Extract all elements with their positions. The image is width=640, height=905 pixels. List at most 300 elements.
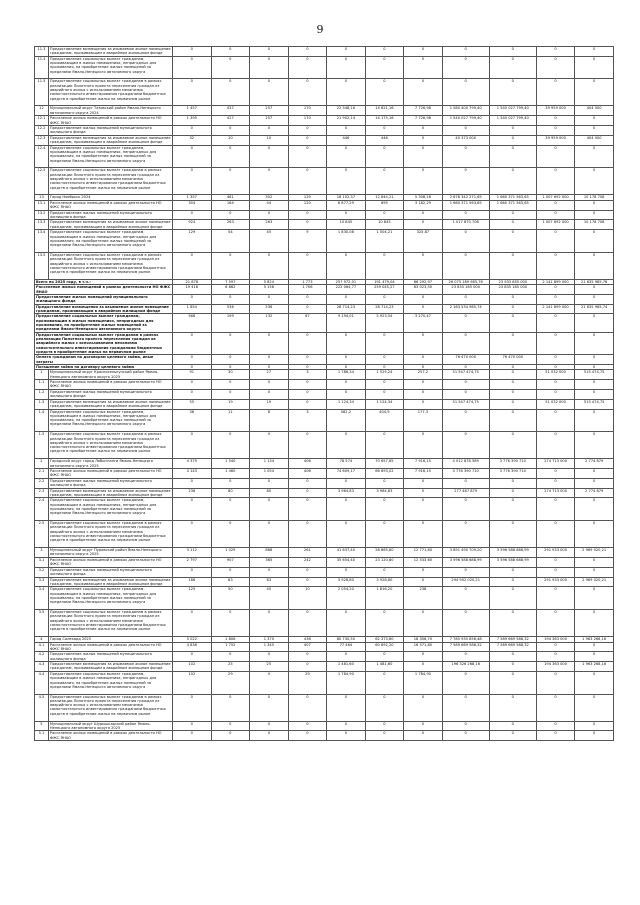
value-cell: 120 <box>288 200 327 210</box>
value-cell: 0 <box>404 168 443 195</box>
description-cell: Предоставление социальных выплат гражданам в рамках реализации Пилотного проекта переселения граждан из аварийного жилья с использованием механизма самостоятельного инвестирования гражданами бюджетных средств в приобретение жилья на первичном рынке <box>48 252 172 279</box>
value-cell: 194 363 000 <box>536 662 575 672</box>
value-cell: 11 <box>211 409 250 432</box>
value-cell: 0 <box>536 145 575 168</box>
value-cell: 0 <box>365 56 404 79</box>
value-cell: 0 <box>536 56 575 79</box>
value-cell: 2 054,20 <box>327 587 366 610</box>
value-cell: 8 <box>250 409 289 432</box>
value-cell: 0 <box>365 498 404 521</box>
value-cell: 0 <box>489 432 536 459</box>
value-cell: 0 <box>442 731 489 741</box>
value-cell: 4 012 878 589 <box>442 459 489 469</box>
row-number-cell: 2 <box>35 459 49 469</box>
value-cell: 0 <box>536 285 575 295</box>
value-cell: 0 <box>575 409 614 432</box>
value-cell: 0 <box>211 252 250 279</box>
value-cell: 1 460 <box>211 469 250 479</box>
value-cell: 0 <box>365 210 404 220</box>
description-cell: Расселение жилых помещений в рамках деятельности НО ФЖС ЯНАО <box>48 380 172 390</box>
value-cell: 67 <box>288 314 327 332</box>
value-cell: 0 <box>250 332 289 355</box>
description-cell: Предоставление социальных выплат гражданам в рамках реализации Пилотного проекта переселения граждан из аварийного жилья с использованием механизма самостоятельного инвестирования гражданами бюджетных средств в приобретение жилья на первичном рынке <box>48 694 172 721</box>
value-cell: 274 713 000 <box>536 459 575 469</box>
value-cell: 27 <box>250 370 289 380</box>
value-cell: 0 <box>404 521 443 548</box>
value-cell: 0 <box>404 389 443 399</box>
value-cell: 0 <box>173 652 212 662</box>
value-cell: 1 752 <box>211 642 250 652</box>
summary-row <box>35 285 614 295</box>
value-cell: 0 <box>250 389 289 399</box>
value-cell: 51 547 474,75 <box>442 370 489 380</box>
description-cell: Предоставление социальных выплат гражданам в рамках реализации Пилотного проекта переселения граждан из аварийного жилья с использованием механизма самостоятельного инвестирования гражданами бюджетных средств в приобретение жилья на первичном рынке <box>48 168 172 195</box>
value-cell: 3 928,80 <box>327 577 366 587</box>
value-cell: 76 470 000 <box>442 355 489 365</box>
value-cell: 0 <box>404 488 443 498</box>
value-cell: 0 <box>575 364 614 370</box>
value-cell: 0 <box>288 577 327 587</box>
value-cell: 0 <box>365 79 404 106</box>
table-row <box>35 478 614 488</box>
value-cell: 1 345 <box>250 642 289 652</box>
value-cell: 186 <box>173 577 212 587</box>
value-cell: 0 <box>288 220 327 230</box>
page-number: 9 <box>316 23 324 36</box>
description-cell: Предоставление жилых помещений муниципального жилищного фонда <box>48 389 172 399</box>
value-cell: 0 <box>250 168 289 195</box>
value-cell: 0 <box>288 380 327 390</box>
description-cell: Расселение жилых помещений в рамках деятельности НО ФЖС ЯНАО <box>48 200 172 210</box>
row-number-cell: 12.5 <box>35 168 49 195</box>
value-cell: 0 <box>489 168 536 195</box>
value-cell: 0 <box>489 662 536 672</box>
table-row <box>35 610 614 637</box>
table-row <box>35 252 614 279</box>
value-cell: 325,87 <box>404 230 443 253</box>
value-cell: 0 <box>173 389 212 399</box>
value-cell: 0 <box>536 721 575 731</box>
value-cell: 0 <box>327 567 366 577</box>
value-cell: 0 <box>365 521 404 548</box>
value-cell: 0 <box>442 409 489 432</box>
value-cell: 0 <box>365 721 404 731</box>
value-cell: 436 <box>288 637 327 643</box>
value-cell: 0 <box>250 721 289 731</box>
description-cell: Предоставление возмещения за изымаемое жилое помещение гражданам, проживающим в аварийном жилищном фонде <box>49 220 171 229</box>
value-cell: 3 928,80 <box>365 577 404 587</box>
table-row <box>35 488 614 498</box>
value-cell: 0 <box>575 731 614 741</box>
value-cell: 0 <box>536 47 575 57</box>
value-cell: 404,9 <box>365 409 404 432</box>
value-cell: 0 <box>404 220 443 230</box>
table-row <box>35 47 614 57</box>
value-cell: 0 <box>211 145 250 168</box>
value-cell: 0 <box>173 731 212 741</box>
value-cell: 4 379 <box>173 459 212 469</box>
value-cell: 0 <box>536 252 575 279</box>
value-cell: 12 844,21 <box>365 195 404 201</box>
value-cell: 2 141 899 000 <box>536 304 575 314</box>
table-row <box>35 56 614 79</box>
value-cell: 695 <box>365 200 404 210</box>
value-cell: 0 <box>575 285 614 295</box>
value-cell: 91 <box>173 370 212 380</box>
summary-row <box>35 314 614 332</box>
value-cell: 0 <box>442 380 489 390</box>
value-cell: 0 <box>489 409 536 432</box>
value-cell: 0 <box>327 79 366 106</box>
row-number-cell: 3.4 <box>35 587 49 610</box>
value-cell: 0 <box>404 252 443 279</box>
value-cell: 582,2 <box>327 409 366 432</box>
value-cell: 1 786,34 <box>327 370 366 380</box>
value-cell: 0 <box>489 56 536 79</box>
row-number-cell: 4.4 <box>35 671 49 694</box>
value-cell: 0 <box>536 694 575 721</box>
value-cell: 0 <box>211 79 250 106</box>
value-cell: 29 <box>211 671 250 694</box>
value-cell: 0 <box>442 652 489 662</box>
value-cell: 0 <box>536 610 575 637</box>
value-cell: 0 <box>173 521 212 548</box>
value-cell: 0 <box>173 47 212 57</box>
summary-label-cell: Всего по 2025 году, в т.ч.: <box>35 279 173 285</box>
value-cell: 0 <box>489 145 536 168</box>
table-row <box>35 116 614 126</box>
value-cell: 0 <box>365 332 404 355</box>
value-cell: 0 <box>211 355 250 365</box>
value-cell: 0 <box>489 731 536 741</box>
row-number-cell: 12.4 <box>35 145 49 168</box>
value-cell: 10 <box>250 135 289 145</box>
table-row <box>35 694 614 721</box>
value-cell: 3 776 390 710 <box>489 469 536 479</box>
value-cell: 0 <box>288 731 327 741</box>
value-cell: 446 <box>327 135 366 145</box>
value-cell: 0 <box>211 721 250 731</box>
value-cell: 0 <box>442 721 489 731</box>
value-cell: 0 <box>575 210 614 220</box>
value-cell: 437 <box>211 106 250 116</box>
value-cell: 0 <box>327 332 366 355</box>
table-row <box>35 459 614 469</box>
value-cell: 3 182,29 <box>404 200 443 210</box>
value-cell: 1 806 <box>211 637 250 643</box>
value-cell: 0 <box>575 557 614 567</box>
row-number-cell: 5.1 <box>35 731 49 741</box>
value-cell: 0 <box>575 332 614 355</box>
description-cell: Предоставление жилых помещений муниципального жилищного фонда <box>48 210 172 220</box>
value-cell: 0 <box>365 652 404 662</box>
value-cell: 0 <box>288 521 327 548</box>
value-cell: 0 <box>489 567 536 577</box>
value-cell: 0 <box>365 252 404 279</box>
value-cell: 0 <box>365 694 404 721</box>
row-number-cell: 11.3 <box>35 47 49 57</box>
row-number-cell: 3.1 <box>35 557 49 567</box>
row-number-cell: 4.1 <box>35 642 49 652</box>
value-cell: 0 <box>365 610 404 637</box>
value-cell: 0 <box>288 694 327 721</box>
value-cell: 10 845 <box>327 220 366 230</box>
value-cell: 0 <box>536 642 575 652</box>
description-cell: Предоставление социальных выплат гражданам, проживающим в жилых помещениях, непригодных для проживания, на приобретение жилых помещений за пределами Ямало-Ненецкого автономного округа <box>48 671 172 694</box>
value-cell: 0 <box>173 694 212 721</box>
value-cell: 0 <box>536 409 575 432</box>
value-cell: 35 654,40 <box>327 557 366 567</box>
value-cell: 0 <box>365 295 404 305</box>
value-cell: 0 <box>211 332 250 355</box>
table-row <box>35 409 614 432</box>
row-number-cell: 2.1 <box>35 469 49 479</box>
value-cell: 263 <box>211 220 250 230</box>
value-cell: 0 <box>489 488 536 498</box>
value-cell: 0 <box>327 295 366 305</box>
value-cell: 0 <box>489 380 536 390</box>
value-cell: 0 <box>211 498 250 521</box>
value-cell: 36 <box>173 409 212 432</box>
value-cell: 2 163 534 985,74 <box>442 304 489 314</box>
value-cell: 0 <box>327 56 366 79</box>
value-cell: 3 964,83 <box>327 488 366 498</box>
row-number-cell: 11.5 <box>35 79 49 106</box>
value-cell: 70 657,85 <box>365 459 404 469</box>
value-cell: 196 326 268,16 <box>442 662 489 672</box>
value-cell: 291 933 000 <box>536 548 575 558</box>
value-cell: 0 <box>173 478 212 488</box>
value-cell: 0 <box>288 145 327 168</box>
value-cell: 0 <box>288 56 327 79</box>
value-cell: 291 933 000 <box>536 577 575 587</box>
value-cell: 0 <box>211 478 250 488</box>
value-cell: 3 112 <box>173 548 212 558</box>
value-cell: 102 <box>173 662 212 672</box>
value-cell: 0 <box>250 567 289 577</box>
value-cell: 66 292,97 <box>404 279 443 285</box>
value-cell: 19 <box>250 399 289 409</box>
value-cell: 102 <box>173 671 212 694</box>
row-number-cell: 3 <box>35 548 49 558</box>
value-cell: 0 <box>442 364 489 370</box>
value-cell: 63 <box>211 577 250 587</box>
value-cell: 0 <box>489 498 536 521</box>
value-cell: 0 <box>404 498 443 521</box>
value-cell: 0 <box>288 47 327 57</box>
value-cell: 0 <box>365 432 404 459</box>
value-cell: 0 <box>442 210 489 220</box>
description-cell: Предоставление социальных выплат гражданам, проживающим в жилых помещениях, непригодных для проживания, на приобретение жилых помещений за пределами Ямало-Ненецкого автономного округа <box>48 230 172 253</box>
description-cell: Предоставление социальных выплат гражданам, проживающим в жилых помещениях, непригодных для проживания, на приобретение жилых помещений за пределами Ямало-Ненецкого автономного округа <box>48 56 172 79</box>
value-cell: 0 <box>489 79 536 106</box>
value-cell: 0 <box>250 610 289 637</box>
value-cell: 0 <box>442 79 489 106</box>
value-cell: 0 <box>575 47 614 57</box>
value-cell: 0 <box>442 567 489 577</box>
value-cell: 51 547 474,75 <box>442 399 489 409</box>
table-row <box>35 587 614 610</box>
value-cell: 0 <box>442 671 489 694</box>
value-cell: 0 <box>288 364 327 370</box>
value-cell: 0 <box>250 694 289 721</box>
value-cell: 0 <box>404 126 443 136</box>
value-cell: 2 678 342 271,65 <box>442 195 489 201</box>
value-cell: 566 <box>173 314 212 332</box>
value-cell: 76 470 000 <box>489 355 536 365</box>
value-cell: 0 <box>211 380 250 390</box>
value-cell: 3 776 390 710 <box>489 459 536 469</box>
table-row <box>35 389 614 399</box>
value-cell: 1 830,08 <box>327 230 366 253</box>
value-cell: 0 <box>288 304 327 314</box>
value-cell: 9 <box>288 230 327 253</box>
table-row <box>35 567 614 577</box>
value-cell: 0 <box>173 210 212 220</box>
summary-label-cell: Предоставление социальных выплат гражданам в рамках реализации Пилотного проекта переселения граждан из аварийного жилья с использованием механизма самостоятельного инвестирования гражданами бюджетных средств в приобретение жилья на первичном рынке <box>35 332 173 355</box>
value-cell: 5 308,16 <box>404 195 443 201</box>
value-cell: 0 <box>536 432 575 459</box>
value-cell: 0 <box>536 587 575 610</box>
value-cell: 0 <box>288 79 327 106</box>
row-number-cell: 13.2 <box>35 210 49 220</box>
value-cell: 0 <box>442 610 489 637</box>
row-number-cell: 2.4 <box>35 498 49 521</box>
value-cell: 0 <box>489 399 536 409</box>
value-cell: 3 776 390 710 <box>442 469 489 479</box>
row-number-cell: 2.2 <box>35 478 49 488</box>
value-cell: 0 <box>327 210 366 220</box>
value-cell: 1 457 <box>173 106 212 116</box>
value-cell: 7 589 669 588,32 <box>489 642 536 652</box>
value-cell: 40 <box>250 587 289 610</box>
value-cell: 406 <box>288 469 327 479</box>
table-row <box>35 652 614 662</box>
summary-row <box>35 332 614 355</box>
value-cell: 0 <box>211 126 250 136</box>
value-cell: 1 540 027 799,40 <box>442 116 489 126</box>
row-number-cell: 3.5 <box>35 610 49 637</box>
value-cell: 0 <box>327 364 366 370</box>
value-cell: 0 <box>575 145 614 168</box>
value-cell: 23 835 185 000 <box>442 285 489 295</box>
value-cell: 10 178 708 <box>575 220 614 230</box>
value-cell: 0 <box>250 498 289 521</box>
description-cell: Предоставление возмещения за изымаемое жилое помещение гражданам, проживающим в аварийном жилищном фонде <box>49 135 171 145</box>
value-cell: 0 <box>211 210 250 220</box>
value-cell: 0 <box>404 731 443 741</box>
value-cell: 0 <box>536 567 575 577</box>
value-cell: 515 474,75 <box>575 399 614 409</box>
value-cell: 1 660 371 563,65 <box>489 200 536 210</box>
value-cell: 0 <box>327 168 366 195</box>
value-cell: 0 <box>489 135 536 145</box>
value-cell: 0 <box>365 671 404 694</box>
value-cell: 1 370 <box>250 637 289 643</box>
value-cell: 236 <box>173 488 212 498</box>
description-cell: Муниципальный округ Пуровский район Ямало-Ненецкого автономного округа 2025 <box>48 548 172 558</box>
value-cell: 0 <box>211 731 250 741</box>
description-cell: Предоставление социальных выплат гражданам в рамках реализации Пилотного проекта переселения граждан из аварийного жилья с использованием механизма самостоятельного инвестирования гражданами бюджетных средств в приобретение жилья на первичном рынке <box>48 432 172 459</box>
value-cell: 0 <box>404 56 443 79</box>
value-cell: 0 <box>442 295 489 305</box>
value-cell: 0 <box>404 399 443 409</box>
value-cell: 0 <box>575 469 614 479</box>
value-cell: 19 <box>211 399 250 409</box>
value-cell: 0 <box>575 389 614 399</box>
value-cell: 0 <box>288 252 327 279</box>
value-cell: 0 <box>442 694 489 721</box>
value-cell: 1 784,90 <box>404 671 443 694</box>
value-cell: 0 <box>288 355 327 365</box>
value-cell: 0 <box>536 200 575 210</box>
value-cell: 9 194,01 <box>327 314 366 332</box>
value-cell: 18 356,70 <box>404 637 443 643</box>
table-row <box>35 168 614 195</box>
value-cell: 0 <box>365 364 404 370</box>
value-cell: 80 <box>250 488 289 498</box>
value-cell: 0 <box>442 332 489 355</box>
value-cell: 1 963 268,16 <box>575 637 614 643</box>
value-cell: 194 363 000 <box>536 637 575 643</box>
value-cell: 868 <box>250 548 289 558</box>
value-cell: 0 <box>489 47 536 57</box>
table-row <box>35 557 614 567</box>
value-cell: 1 529,24 <box>365 370 404 380</box>
value-cell: 51 032 000 <box>536 370 575 380</box>
value-cell: 0 <box>489 671 536 694</box>
value-cell: 199 <box>211 314 250 332</box>
value-cell: 0 <box>442 56 489 79</box>
value-cell: 0 <box>404 210 443 220</box>
value-cell: 25 <box>250 662 289 672</box>
value-cell: 0 <box>489 126 536 136</box>
value-cell: 0 <box>575 380 614 390</box>
table-row <box>35 370 614 380</box>
value-cell: 481 <box>211 195 250 201</box>
value-cell: 0 <box>327 252 366 279</box>
value-cell: 1 580 400 799,40 <box>442 106 489 116</box>
value-cell: 0 <box>489 389 536 399</box>
value-cell: 0 <box>288 210 327 220</box>
value-cell: 80 730,50 <box>327 637 366 643</box>
value-cell: 0 <box>250 364 289 370</box>
value-cell: 1 007 692 000 <box>536 195 575 201</box>
value-cell: 5 156 <box>250 285 289 295</box>
value-cell: 14 175,16 <box>365 116 404 126</box>
value-cell: 41 637,40 <box>327 548 366 558</box>
value-cell: 0 <box>575 694 614 721</box>
row-number-cell: 1.4 <box>35 409 49 432</box>
value-cell: 0 <box>211 694 250 721</box>
value-cell: 3 596 588 688,99 <box>489 548 536 558</box>
value-cell: 407 <box>288 642 327 652</box>
value-cell: 0 <box>489 577 536 587</box>
table-row <box>35 220 614 230</box>
description-cell: Предоставление социальных выплат гражданам, проживающим в жилых помещениях, непригодных для проживания, на приобретение жилых помещений за пределами Ямало-Ненецкого автономного округа <box>48 498 172 521</box>
row-number-cell: 4.2 <box>35 652 49 662</box>
value-cell: 0 <box>404 721 443 731</box>
value-cell: 66 693,02 <box>365 469 404 479</box>
value-cell: 0 <box>327 389 366 399</box>
value-cell: 0 <box>489 610 536 637</box>
value-cell: 0 <box>489 721 536 731</box>
value-cell: 170 <box>288 116 327 126</box>
value-cell: 0 <box>327 355 366 365</box>
value-cell: 21 878 <box>173 279 212 285</box>
description-cell: Предоставление социальных выплат гражданам в рамках реализации Пилотного проекта переселения граждан из аварийного жилья с использованием механизма самостоятельного инвестирования гражданами бюджетных средств в приобретение жилья на первичном рынке <box>48 79 172 106</box>
value-cell: 0 <box>211 521 250 548</box>
